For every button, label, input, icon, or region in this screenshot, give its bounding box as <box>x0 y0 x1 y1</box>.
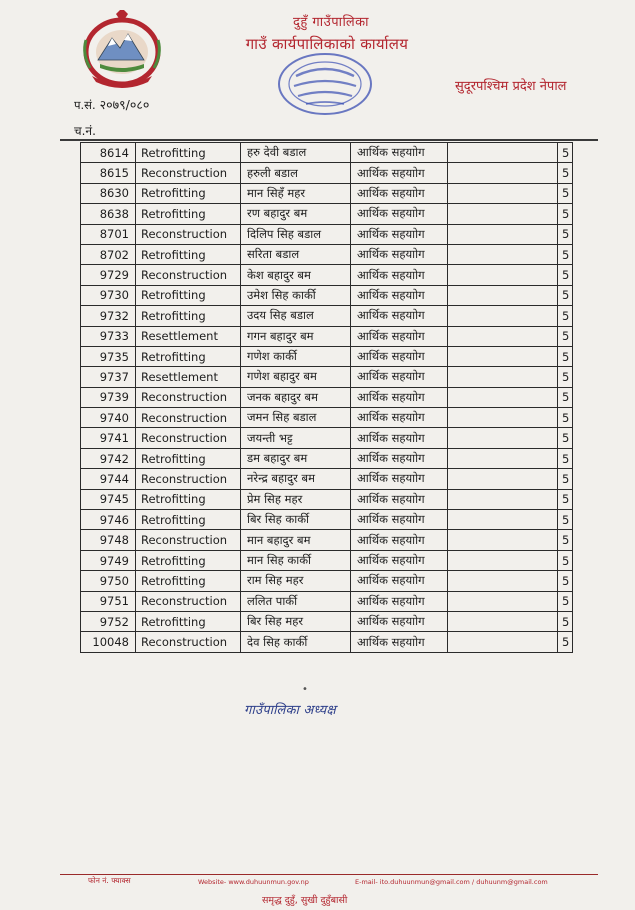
amount: 5 <box>558 550 573 570</box>
office-title: गाउँ कार्यपालिकाको कार्यालय <box>245 35 409 53</box>
beneficiary-id: 9737 <box>81 367 136 387</box>
beneficiary-id: 9740 <box>81 408 136 428</box>
empty-cell <box>448 387 558 407</box>
beneficiary-id: 8638 <box>81 204 136 224</box>
assistance-purpose: आर्थिक सहयाोग <box>351 326 448 346</box>
beneficiary-id: 9742 <box>81 448 136 468</box>
empty-cell <box>448 306 558 326</box>
beneficiary-name: गणेश बहादुर बम <box>241 367 351 387</box>
assistance-type: Retrofitting <box>136 285 241 305</box>
beneficiary-id: 9749 <box>81 550 136 570</box>
empty-cell <box>448 591 558 611</box>
assistance-purpose: आर्थिक सहयाोग <box>351 489 448 509</box>
beneficiary-id: 9733 <box>81 326 136 346</box>
footer-slogan: समृद्ध दुहुँ, सुखी दुहुँबासी <box>262 895 348 906</box>
table-row <box>81 571 573 591</box>
assistance-purpose: आर्थिक सहयाोग <box>351 530 448 550</box>
assistance-type: Retrofitting <box>136 571 241 591</box>
empty-cell <box>448 244 558 264</box>
assistance-purpose: आर्थिक सहयाोग <box>351 632 448 652</box>
beneficiary-name: सरिता बडाल <box>241 244 351 264</box>
assistance-purpose: आर्थिक सहयाोग <box>351 244 448 264</box>
assistance-purpose: आर्थिक सहयाोग <box>351 163 448 183</box>
beneficiary-name: गणेश कार्की <box>241 346 351 366</box>
assistance-purpose: आर्थिक सहयाोग <box>351 550 448 570</box>
assistance-type: Reconstruction <box>136 387 241 407</box>
amount: 5 <box>558 428 573 448</box>
amount: 5 <box>558 591 573 611</box>
footer-email: E-mail- ito.duhuunmun@gmail.com / duhuunm@gmail.com <box>355 878 548 886</box>
empty-cell <box>448 571 558 591</box>
amount: 5 <box>558 163 573 183</box>
assistance-type: Resettlement <box>136 326 241 346</box>
assistance-type: Reconstruction <box>136 265 241 285</box>
assistance-purpose: आर्थिक सहयाोग <box>351 143 448 163</box>
beneficiary-name: हरु देवी बडाल <box>241 143 351 163</box>
beneficiary-id: 10048 <box>81 632 136 652</box>
beneficiary-name: उमेश सिह कार्की <box>241 285 351 305</box>
beneficiary-name: जनक बहादुर बम <box>241 387 351 407</box>
amount: 5 <box>558 367 573 387</box>
assistance-type: Retrofitting <box>136 510 241 530</box>
assistance-type: Reconstruction <box>136 408 241 428</box>
empty-cell <box>448 550 558 570</box>
assistance-type: Resettlement <box>136 367 241 387</box>
assistance-type: Retrofitting <box>136 346 241 366</box>
footer-website: Website- www.duhuunmun.gov.np <box>198 878 309 886</box>
assistance-type: Reconstruction <box>136 632 241 652</box>
assistance-type: Reconstruction <box>136 530 241 550</box>
footer-divider <box>60 874 598 875</box>
table-row <box>81 306 573 326</box>
table-row <box>81 530 573 550</box>
table-row <box>81 285 573 305</box>
table-row <box>81 346 573 366</box>
table-row <box>81 408 573 428</box>
table-row <box>81 224 573 244</box>
beneficiary-name: केश बहादुर बम <box>241 265 351 285</box>
table-row <box>81 550 573 570</box>
beneficiary-id: 9729 <box>81 265 136 285</box>
beneficiary-id: 9748 <box>81 530 136 550</box>
amount: 5 <box>558 224 573 244</box>
assistance-purpose: आर्थिक सहयाोग <box>351 428 448 448</box>
amount: 5 <box>558 469 573 489</box>
amount: 5 <box>558 326 573 346</box>
beneficiary-id: 9752 <box>81 611 136 631</box>
reference-label: प.सं. <box>74 98 96 112</box>
beneficiary-name: हरुली बडाल <box>241 163 351 183</box>
assistance-type: Retrofitting <box>136 143 241 163</box>
assistance-type: Retrofitting <box>136 448 241 468</box>
table-row <box>81 510 573 530</box>
assistance-purpose: आर्थिक सहयाोग <box>351 591 448 611</box>
chairperson-signature: गाउँपालिका अध्यक्ष <box>244 703 336 718</box>
beneficiary-name: डम बहादुर बम <box>241 448 351 468</box>
beneficiary-id: 9744 <box>81 469 136 489</box>
amount: 5 <box>558 571 573 591</box>
table-row <box>81 183 573 203</box>
assistance-type: Retrofitting <box>136 244 241 264</box>
beneficiary-id: 9730 <box>81 285 136 305</box>
beneficiary-name: दिलिप सिह बडाल <box>241 224 351 244</box>
table-row <box>81 163 573 183</box>
amount: 5 <box>558 611 573 631</box>
beneficiary-id: 9746 <box>81 510 136 530</box>
amount: 5 <box>558 530 573 550</box>
table-row <box>81 387 573 407</box>
beneficiary-name: उदय सिह बडाल <box>241 306 351 326</box>
assistance-type: Reconstruction <box>136 224 241 244</box>
beneficiary-id: 8614 <box>81 143 136 163</box>
assistance-purpose: आर्थिक सहयाोग <box>351 367 448 387</box>
beneficiary-name: गगन बहादुर बम <box>241 326 351 346</box>
office-stamp <box>272 48 378 120</box>
beneficiary-table-body <box>81 143 573 653</box>
assistance-type: Reconstruction <box>136 428 241 448</box>
assistance-type: Retrofitting <box>136 306 241 326</box>
assistance-purpose: आर्थिक सहयाोग <box>351 448 448 468</box>
empty-cell <box>448 346 558 366</box>
beneficiary-id: 8630 <box>81 183 136 203</box>
assistance-purpose: आर्थिक सहयाोग <box>351 346 448 366</box>
beneficiary-id: 9745 <box>81 489 136 509</box>
amount: 5 <box>558 183 573 203</box>
assistance-purpose: आर्थिक सहयाोग <box>351 611 448 631</box>
province-name: सुदूरपश्चिम प्रदेश नेपाल <box>455 79 567 94</box>
assistance-purpose: आर्थिक सहयाोग <box>351 265 448 285</box>
amount: 5 <box>558 346 573 366</box>
empty-cell <box>448 326 558 346</box>
beneficiary-name: मान सिह कार्की <box>241 550 351 570</box>
beneficiary-id: 8615 <box>81 163 136 183</box>
empty-cell <box>448 367 558 387</box>
beneficiary-name: मान सिहँ महर <box>241 183 351 203</box>
table-row <box>81 326 573 346</box>
empty-cell <box>448 224 558 244</box>
table-row <box>81 448 573 468</box>
assistance-purpose: आर्थिक सहयाोग <box>351 224 448 244</box>
header-divider <box>60 139 598 141</box>
amount: 5 <box>558 387 573 407</box>
empty-cell <box>448 163 558 183</box>
amount: 5 <box>558 285 573 305</box>
amount: 5 <box>558 244 573 264</box>
table-row <box>81 591 573 611</box>
beneficiary-id: 9732 <box>81 306 136 326</box>
assistance-purpose: आर्थिक सहयाोग <box>351 387 448 407</box>
empty-cell <box>448 632 558 652</box>
empty-cell <box>448 530 558 550</box>
table-row <box>81 143 573 163</box>
amount: 5 <box>558 489 573 509</box>
beneficiary-name: मान बहादुर बम <box>241 530 351 550</box>
empty-cell <box>448 611 558 631</box>
amount: 5 <box>558 510 573 530</box>
empty-cell <box>448 143 558 163</box>
beneficiary-name: जयन्ती भट्ट <box>241 428 351 448</box>
empty-cell <box>448 183 558 203</box>
beneficiary-name: रण बहादुर बम <box>241 204 351 224</box>
reference-value: २०७९/०८० <box>99 97 150 112</box>
beneficiary-name: बिर सिह महर <box>241 611 351 631</box>
beneficiary-id: 8701 <box>81 224 136 244</box>
empty-cell <box>448 285 558 305</box>
table-row <box>81 265 573 285</box>
assistance-type: Reconstruction <box>136 469 241 489</box>
dispatch-number-label: च.नं. <box>74 124 96 138</box>
table-row <box>81 244 573 264</box>
amount: 5 <box>558 143 573 163</box>
assistance-purpose: आर्थिक सहयाोग <box>351 306 448 326</box>
beneficiary-id: 9735 <box>81 346 136 366</box>
table-row <box>81 469 573 489</box>
assistance-type: Retrofitting <box>136 611 241 631</box>
assistance-type: Retrofitting <box>136 204 241 224</box>
beneficiary-id: 9739 <box>81 387 136 407</box>
empty-cell <box>448 204 558 224</box>
nepal-emblem-logo <box>78 10 166 90</box>
separator-dot: • <box>302 684 308 695</box>
office-name: दुहुँ गाउँपालिका <box>292 15 370 30</box>
footer-phone: फोन नं. फ्याक्स <box>88 876 131 885</box>
table-row <box>81 489 573 509</box>
beneficiary-id: 8702 <box>81 244 136 264</box>
assistance-type: Reconstruction <box>136 163 241 183</box>
assistance-type: Retrofitting <box>136 550 241 570</box>
assistance-purpose: आर्थिक सहयाोग <box>351 183 448 203</box>
table-row <box>81 611 573 631</box>
table-row <box>81 367 573 387</box>
amount: 5 <box>558 632 573 652</box>
table-row <box>81 204 573 224</box>
assistance-purpose: आर्थिक सहयाोग <box>351 469 448 489</box>
assistance-purpose: आर्थिक सहयाोग <box>351 285 448 305</box>
beneficiary-name: बिर सिह कार्की <box>241 510 351 530</box>
empty-cell <box>448 489 558 509</box>
amount: 5 <box>558 265 573 285</box>
assistance-purpose: आर्थिक सहयाोग <box>351 204 448 224</box>
beneficiary-name: नरेन्द्र बहादुर बम <box>241 469 351 489</box>
empty-cell <box>448 510 558 530</box>
empty-cell <box>448 448 558 468</box>
beneficiary-id: 9750 <box>81 571 136 591</box>
assistance-type: Retrofitting <box>136 489 241 509</box>
assistance-type: Reconstruction <box>136 591 241 611</box>
beneficiary-table <box>80 142 573 653</box>
beneficiary-id: 9751 <box>81 591 136 611</box>
beneficiary-name: जमन सिह बडाल <box>241 408 351 428</box>
table-row <box>81 428 573 448</box>
beneficiary-name: ललित पार्की <box>241 591 351 611</box>
table-row <box>81 632 573 652</box>
amount: 5 <box>558 408 573 428</box>
amount: 5 <box>558 306 573 326</box>
assistance-purpose: आर्थिक सहयाोग <box>351 408 448 428</box>
empty-cell <box>448 428 558 448</box>
beneficiary-name: प्रेम सिह महर <box>241 489 351 509</box>
amount: 5 <box>558 204 573 224</box>
beneficiary-name: देव सिह कार्की <box>241 632 351 652</box>
assistance-type: Retrofitting <box>136 183 241 203</box>
assistance-purpose: आर्थिक सहयाोग <box>351 510 448 530</box>
empty-cell <box>448 469 558 489</box>
amount: 5 <box>558 448 573 468</box>
reference-number <box>74 96 149 113</box>
beneficiary-id: 9741 <box>81 428 136 448</box>
beneficiary-name: राम सिह महर <box>241 571 351 591</box>
assistance-purpose: आर्थिक सहयाोग <box>351 571 448 591</box>
empty-cell <box>448 265 558 285</box>
empty-cell <box>448 408 558 428</box>
